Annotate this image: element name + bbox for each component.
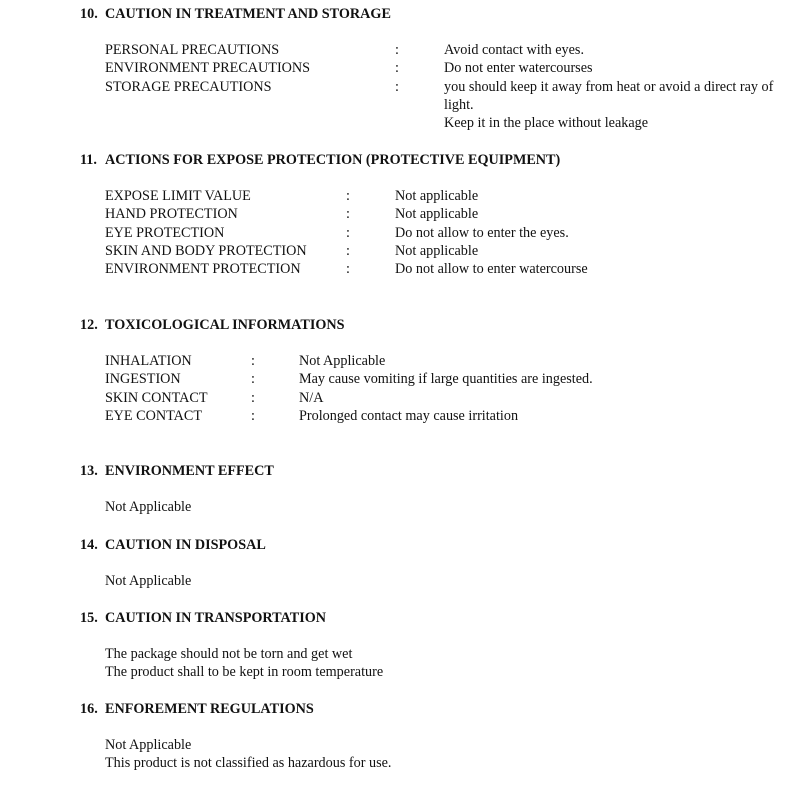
section-title: ACTIONS FOR EXPOSE PROTECTION (PROTECTIVE EQUIPMENT)	[105, 152, 561, 168]
field-label: ENVIRONMENT PROTECTION	[105, 261, 301, 278]
field-value	[444, 59, 780, 77]
body-text-line: Not Applicable	[105, 573, 192, 589]
field-value: Not applicable	[395, 188, 479, 204]
field-value: Do not allow to enter the eyes.	[395, 224, 569, 241]
field-value: Do not allow to enter watercourse	[395, 261, 588, 278]
field-value: Not Applicable	[299, 353, 386, 369]
field-row-environment-protection	[105, 260, 780, 278]
field-value-line: Keep it in the place without leakage	[444, 115, 649, 132]
section-number: 16.	[80, 701, 98, 717]
field-value: Not applicable	[395, 242, 479, 259]
section-body	[80, 645, 780, 682]
field-separator: :	[251, 353, 255, 369]
field-separator: :	[251, 407, 255, 424]
field-row-storage-precautions	[105, 78, 780, 133]
section-12-toxicological-informations	[80, 316, 780, 425]
field-row-environment-precautions	[105, 59, 780, 77]
field-separator: :	[395, 42, 399, 58]
field-separator: :	[251, 389, 255, 406]
field-label: HAND PROTECTION	[105, 206, 238, 223]
field-label: SKIN CONTACT	[105, 389, 208, 406]
section-number: 15.	[80, 610, 98, 626]
field-separator: :	[395, 60, 399, 77]
field-value-line: you should keep it away from heat or avoid a direct ray of light.	[444, 78, 774, 113]
section-number: 10.	[80, 6, 98, 22]
field-label: SKIN AND BODY PROTECTION	[105, 242, 307, 259]
body-text-line: The package should not be torn and get wet	[105, 646, 353, 662]
section-heading	[80, 700, 780, 718]
field-separator: :	[346, 188, 350, 204]
field-value: N/A	[299, 389, 324, 406]
field-value	[444, 78, 780, 133]
section-body	[80, 736, 780, 773]
field-value-line: Avoid contact with eyes.	[444, 42, 584, 58]
section-heading	[80, 609, 780, 627]
field-row-expose-limit-value	[105, 187, 780, 205]
section-title: ENVIRONMENT EFFECT	[105, 463, 274, 479]
section-heading	[80, 151, 780, 169]
body-text-line: The product shall to be kept in room temperature	[105, 664, 384, 681]
field-row-eye-contact	[105, 407, 780, 425]
section-body	[80, 41, 780, 132]
field-value: Prolonged contact may cause irritation	[299, 407, 519, 424]
body-text-line: This product is not classified as hazardous for use.	[105, 755, 392, 772]
section-15-caution-in-transportation	[80, 609, 780, 682]
field-row-hand-protection	[105, 205, 780, 223]
section-number: 14.	[80, 537, 98, 553]
section-14-caution-in-disposal	[80, 536, 780, 590]
section-10-caution-treatment-storage	[80, 5, 780, 132]
section-heading	[80, 536, 780, 554]
field-label: ENVIRONMENT PRECAUTIONS	[105, 60, 311, 77]
field-separator: :	[346, 242, 350, 259]
field-label: INHALATION	[105, 353, 192, 369]
field-row-skin-body-protection	[105, 242, 780, 260]
section-title: TOXICOLOGICAL INFORMATIONS	[105, 317, 345, 333]
section-title: CAUTION IN TREATMENT AND STORAGE	[105, 6, 391, 22]
section-11-expose-protection	[80, 151, 780, 278]
field-row-skin-contact	[105, 389, 780, 407]
body-text-line: Not Applicable	[105, 499, 192, 515]
field-value	[444, 41, 780, 59]
field-separator: :	[395, 78, 399, 95]
field-separator: :	[251, 371, 255, 388]
section-body	[80, 352, 780, 425]
section-body	[80, 498, 780, 516]
field-value-line: Do not enter watercourses	[444, 60, 593, 77]
field-row-ingestion	[105, 370, 780, 388]
field-label: EYE PROTECTION	[105, 224, 225, 241]
section-number: 12.	[80, 317, 98, 333]
section-13-environment-effect	[80, 462, 780, 516]
field-label: EYE CONTACT	[105, 407, 202, 424]
section-title: CAUTION IN TRANSPORTATION	[105, 610, 327, 626]
field-separator: :	[346, 224, 350, 241]
field-label: EXPOSE LIMIT VALUE	[105, 188, 251, 204]
section-number: 13.	[80, 463, 98, 479]
section-heading	[80, 462, 780, 480]
field-separator: :	[346, 206, 350, 223]
field-label: PERSONAL PRECAUTIONS	[105, 42, 280, 58]
field-value: May cause vomiting if large quantities are ingested.	[299, 371, 593, 388]
field-label: INGESTION	[105, 371, 181, 388]
section-heading	[80, 5, 780, 23]
body-text-line: Not Applicable	[105, 737, 192, 753]
section-number: 11.	[80, 152, 97, 168]
field-value: Not applicable	[395, 206, 479, 223]
field-row-eye-protection	[105, 224, 780, 242]
field-row-inhalation	[105, 352, 780, 370]
section-body	[80, 572, 780, 590]
field-label: STORAGE PRECAUTIONS	[105, 78, 272, 95]
section-body	[80, 187, 780, 278]
field-separator: :	[346, 261, 350, 278]
field-row-personal-precautions	[105, 41, 780, 59]
section-16-enforement-regulations	[80, 700, 780, 773]
section-heading	[80, 316, 780, 334]
section-title: CAUTION IN DISPOSAL	[105, 537, 266, 553]
section-title: ENFOREMENT REGULATIONS	[105, 701, 314, 717]
